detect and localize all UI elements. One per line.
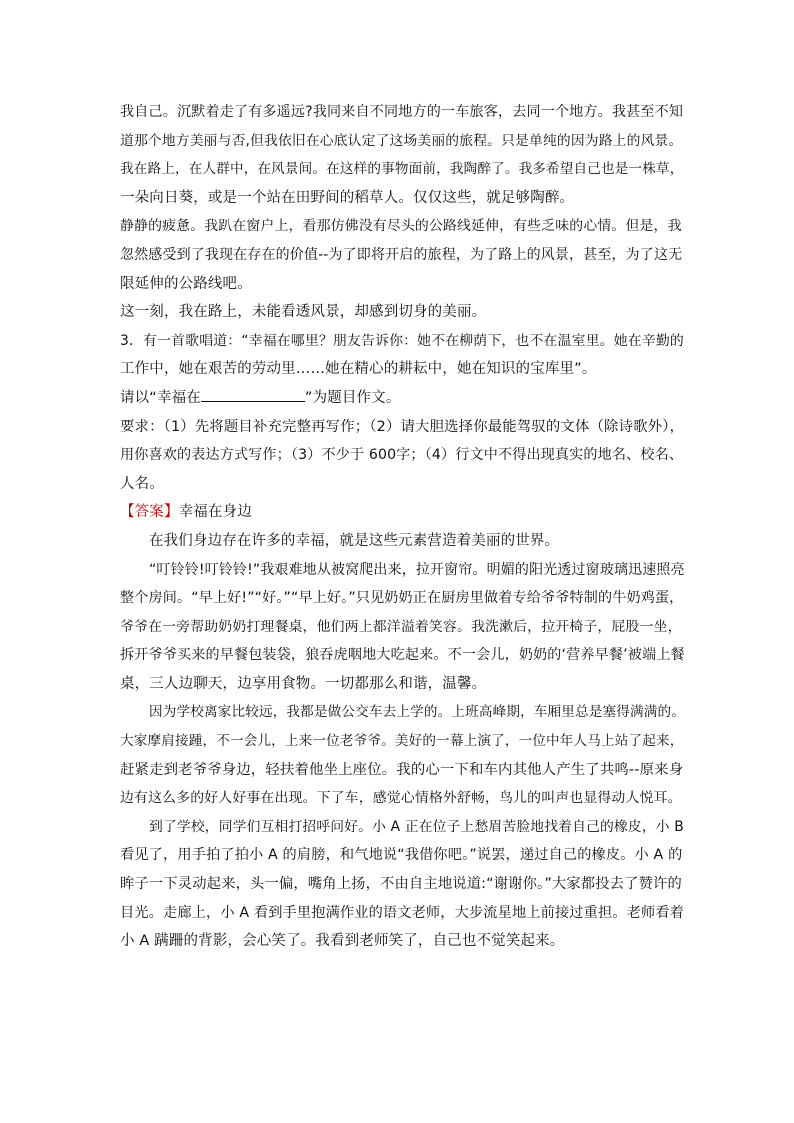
text-line: 边有这么多的好人好事在出现。下了车，感觉心情格外舒畅，鸟儿的叫声也显得动人悦耳。 [120, 790, 682, 807]
text-line: 道那个地方美丽与否,但我依旧在心底认定了这场美丽的旅程。只是单纯的因为路上的风景。 [120, 132, 683, 149]
question-3 [120, 327, 685, 384]
answer-paragraph-1 [120, 527, 685, 556]
text-line: 拆开爷爷买来的早餐包装袋，狼吞虎咽地大吃起来。不一会儿，奶奶的‘营养早餐’被端上餐 [120, 647, 685, 664]
text-line: 我在路上，在人群中，在风景间。在这样的事物面前，我陶醉了。我多希望自己也是一株草， [120, 161, 684, 178]
paragraph-journey-3 [120, 298, 685, 327]
answer-title: 幸福在身边 [178, 504, 252, 521]
text-line: 到了学校，同学们互相打招呼问好。小 A 正在位子上愁眉苦脸地找着自己的橡皮，小 B [149, 818, 684, 835]
text-line: 赶紧走到老爷爷身边，轻扶着他坐上座位。我的心一下和车内其他人产生了共鸣--原来身 [120, 761, 684, 778]
prompt-suffix: ”为题目作文。 [304, 389, 401, 406]
answer-tag: 【答案】 [120, 504, 179, 521]
prompt-prefix: 请以“幸福在 [120, 389, 201, 406]
answer-heading [120, 498, 685, 527]
text-line: 要求：（1）先将题目补充完整再写作；（2）请大胆选择你最能驾驭的文体（除诗歌外）， [120, 418, 685, 435]
text-line: 限延伸的公路线吧。 [120, 275, 252, 292]
text-line: 整个房间。“早上好!”“好。”“早上好。”只见奶奶正在厨房里做着专给爷爷特制的牛奶鸡蛋， [120, 590, 684, 607]
text-line: 眸子一下灵动起来，头一偏，嘴角上扬，不由自主地说道:“谢谢你。”大家都投去了赞许的 [120, 876, 682, 893]
text-line: 爷爷在一旁帮助奶奶打理餐桌，他们两上都洋溢着笑容。我洗漱后，拉开椅子，屁股一坐， [120, 618, 682, 635]
text-line: 小 A 蹒跚的背影，会心笑了。我看到老师笑了，自己也不觉笑起来。 [120, 933, 565, 950]
answer-paragraph-4 [120, 813, 685, 956]
answer-line [120, 498, 685, 527]
text-line: 在我们身边存在许多的幸福，就是这些元素营造着美丽的世界。 [149, 532, 560, 549]
document-body [120, 98, 685, 956]
text-line: 忽然感受到了我现在存在的价值--为了即将开启的旅程，为了路上的风景，甚至，为了这无 [120, 246, 683, 263]
text-line: 我自己。沉默着走了有多遥远?我同来自不同地方的一车旅客，去同一个地方。我甚至不知 [120, 104, 684, 120]
answer-paragraph-2 [120, 556, 685, 699]
requirements [120, 413, 685, 499]
essay-prompt [120, 384, 685, 413]
text-line: 用你喜欢的表达方式写作；（3）不少于 600字；（4）行文中不得出现真实的地名、校名、 [120, 447, 684, 464]
text-line: 这一刻，我在路上，未能看透风景，却感到切身的美丽。 [120, 304, 487, 321]
text-line: 3．有一首歌唱道：“幸福在哪里？朋友告诉你：她不在柳荫下，也不在温室里。她在辛勤的 [120, 332, 684, 349]
text-line: 工作中，她在艰苦的劳动里……她在精心的耕耘中，她在知识的宝库里”。 [120, 361, 597, 378]
text-line: 目光。走廊上，小 A 看到手里抱满作业的语文老师，大步流星地上前接过重担。老师看着 [120, 904, 685, 921]
prompt-line [120, 384, 685, 413]
text-line: 因为学校离家比较远，我都是做公交车去上学的。上班高峰期，车厢里总是塞得满满的。 [149, 704, 686, 721]
text-line: 桌，三人边聊天，边享用食物。一切都那么和谐，温馨。 [120, 675, 487, 692]
text-line: 静静的疲惫。我趴在窗户上，看那仿佛没有尽头的公路线延伸，有些乏味的心情。但是，我 [120, 218, 682, 235]
text-line: 看见了，用手拍了拍小 A 的肩膀，和气地说“我借你吧。”说罢，递过自己的橡皮。小 A 的 [120, 847, 683, 864]
text-line: 人名。 [120, 475, 164, 492]
text-line: 一朵向日葵，或是一个站在田野间的稻草人。仅仅这些，就足够陶醉。 [120, 189, 575, 206]
text-line: 大家摩肩接踵，不一会儿，上来一位老爷爷。美好的一幕上演了，一位中年人马上站了起来， [120, 733, 684, 750]
text-line: “叮铃铃!叮铃铃!”我艰难地从被窝爬出来，拉开窗帘。明媚的阳光透过窗玻璃迅速照亮 [149, 561, 685, 578]
title-blank [201, 387, 305, 402]
paragraph-journey-2 [120, 212, 685, 298]
paragraph-journey-1 [120, 98, 685, 212]
answer-paragraph-3 [120, 698, 685, 812]
